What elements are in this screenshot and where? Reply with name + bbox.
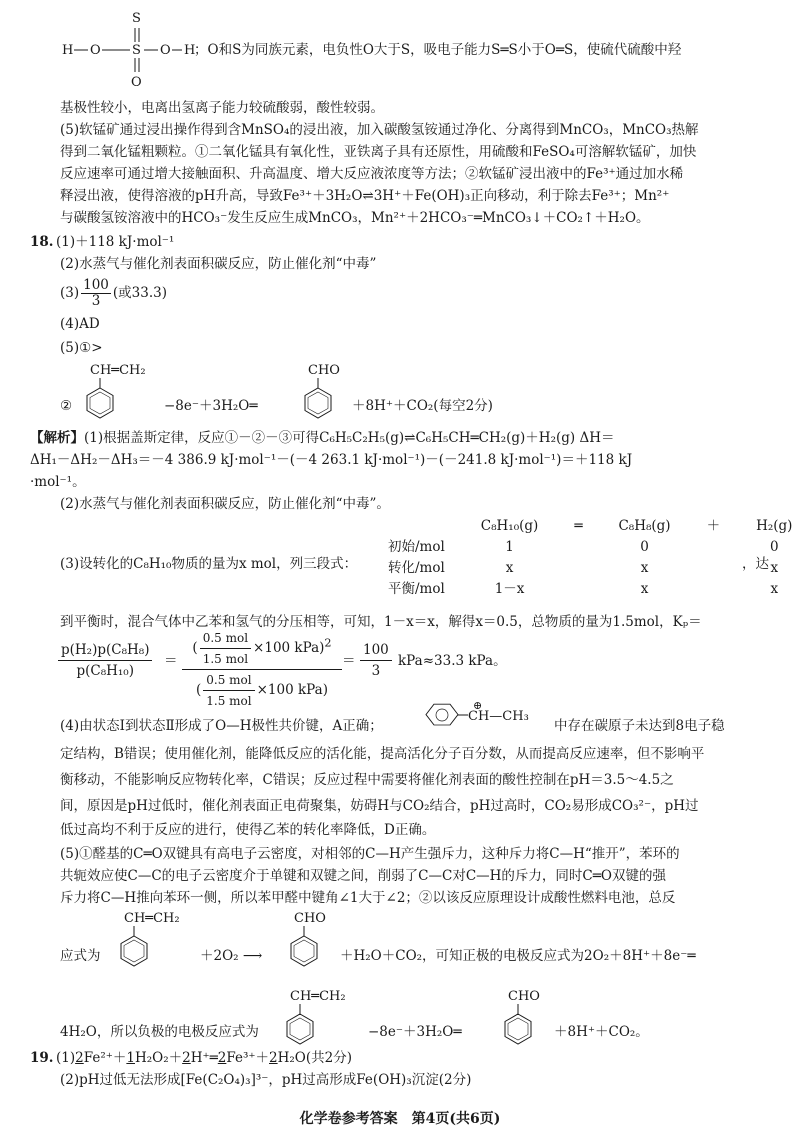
text-line: 反应速率可通过增大接触面积、升高温度、增大反应液浓度等方法；②软锰矿浸出液中的Fe³⁺通过加水稀: [60, 166, 684, 182]
analysis-line-tail: kPa≈33.3 kPa。: [398, 653, 507, 669]
analysis-line-tail: 中存在碳原子未达到8电子稳: [554, 718, 725, 734]
struct-bottom-o: O: [131, 75, 142, 90]
analysis-line: 到平衡时，混合气体中乙苯和氢气的分压相等，可知，1－x＝x，解得x＝0.5，总物质的量为1.5mol，Kₚ＝: [60, 614, 702, 630]
kp-result-fraction: [360, 640, 392, 681]
analysis-line: 衡移动，不能影响反应物转化率，C错误；反应过程中需要将催化剂表面的酸性控制在pH＝3.5～4.5之: [60, 772, 674, 788]
equation-middle: −8e⁻＋3H₂O═: [164, 398, 258, 414]
analysis-line: (5)①醛基的C═O双键具有高电子云密度，对相邻的C—H产生强斥力，这种斥力将C—H“推开”，苯环的: [60, 846, 680, 862]
cho-label: CHO: [294, 911, 326, 926]
answer-line-fraction: [60, 278, 167, 309]
vinyl-label: CH═CH₂: [290, 989, 346, 1004]
kp-rhs-fraction: [182, 628, 342, 711]
answer-line: (2)pH过低无法形成[Fe(C₂O₄)₃]³⁻，pH过高形成Fe(OH)₃沉淀(2分): [60, 1072, 472, 1088]
vinyl-label: CH═CH₂: [124, 911, 180, 926]
ice-cell: 1－x: [494, 581, 525, 597]
ice-row-label: 平衡/mol: [388, 581, 445, 597]
ice-cell: x: [770, 560, 779, 576]
answer-prefix: (3): [60, 285, 80, 301]
text-line: ；O和S为同族元素，电负性O大于S，吸电子能力S═S小于O═S，使硫代硫酸中羟: [194, 42, 682, 58]
ice-row-label: 初始/mol: [388, 539, 445, 555]
analysis-line-tail: ＋8H⁺＋CO₂。: [554, 1024, 649, 1040]
ice-cell: x: [505, 560, 514, 576]
struct-left-h: H: [62, 43, 74, 58]
fraction-numerator: 100: [83, 277, 109, 293]
square-exponent: 2: [324, 636, 332, 650]
vinyl-label: CH═CH₂: [90, 363, 146, 378]
answer-prefix: (1): [56, 1050, 76, 1066]
inner-num: 0.5 mol: [203, 670, 254, 691]
ice-cell: 0: [640, 539, 649, 555]
ice-head-product1: C₈H₈(g): [618, 518, 671, 534]
answer-line: (1)＋118 kJ·mol⁻¹: [56, 234, 175, 250]
analysis-text: (1)根据盖斯定律，反应①－②－③可得C₆H₅C₂H₅(g)⇌C₆H₅CH═CH₂(g)＋H₂(g) ΔH＝: [84, 430, 615, 446]
struct-right-o: O: [160, 43, 171, 58]
species: Fe²⁺＋: [83, 1050, 127, 1066]
ice-head-plus: ＋: [706, 518, 721, 534]
answer-line: (5)①>: [60, 340, 103, 356]
benzaldehyde-structure: [494, 986, 554, 1048]
ice-head-arrow: ═: [574, 518, 583, 534]
answer-line: (4)AD: [60, 316, 100, 332]
analysis-line: 应式为: [60, 948, 101, 964]
ice-row: [386, 537, 800, 558]
kp-result-numerator: 100: [360, 640, 392, 661]
species: H⁺═: [190, 1050, 218, 1066]
analysis-line: 4H₂O，所以负极的电极反应式为: [60, 1024, 259, 1040]
thiosulfuric-acid-structure: [52, 8, 196, 90]
cho-label: CHO: [308, 363, 340, 378]
styrene-structure: [76, 360, 156, 422]
styrene-structure: [276, 986, 356, 1048]
analysis-line: 间，原因是pH过低时，催化剂表面正电荷聚集，妨碍H与CO₂结合，pH过高时，CO₂易形成CO₃²⁻，pH过: [60, 798, 699, 814]
inner-times: ×100 kPa: [253, 640, 320, 656]
fraction: [81, 278, 111, 309]
kp-rhs-denominator: ( $\frac{\text{0.5 mol}}{\text{1.5 mol}}$ ×100 kPa): [182, 670, 342, 711]
ice-cell: 0: [769, 539, 779, 555]
analysis-tag: 【解析】: [30, 430, 84, 446]
analysis-line: 低过高均不利于反应的进行，使得乙苯的转化率降低，D正确。: [60, 822, 436, 838]
analysis-line: (2)水蒸气与催化剂表面积碳反应，防止催化剂“中毒”。: [60, 496, 390, 512]
text-line: 释浸出液，使得溶液的pH升高，导致Fe³⁺＋3H₂O⇌3H⁺＋Fe(OH)₃正向移动，利于除去Fe³⁺；Mn²⁺: [60, 188, 670, 204]
equation-middle: −8e⁻＋3H₂O═: [368, 1024, 462, 1040]
cho-label: CHO: [508, 989, 540, 1004]
ice-head-reactant: C₈H₁₀(g): [480, 518, 539, 534]
analysis-line: 定结构，B错误；使用催化剂，能降低反应的活化能，提高活化分子百分数，从而提高反应速率，但不影响平: [60, 746, 705, 762]
benzaldehyde-structure: [280, 908, 340, 970]
coefficient: 2: [269, 1050, 278, 1066]
equation-suffix: ＋8H⁺＋CO₂(每空2分): [352, 398, 493, 414]
answer-line: [56, 1048, 352, 1068]
struct-right-h: H: [184, 43, 196, 58]
analysis-line: (3)设转化的C₈H₁₀物质的量为x mol，列三段式：: [60, 556, 358, 572]
analysis-line: 斥力将C—H推向苯环一侧，所以苯甲醛中键角∠1大于∠2；②以该反应原理设计成酸性燃料电池，总反: [60, 890, 676, 906]
carbocation-structure: [424, 700, 544, 734]
ice-table: [386, 516, 800, 600]
analysis-line: 共轭效应使C—C的电子云密度介于单键和双键之间，削弱了C—C对C—H的斥力，同时C═O双键的强: [60, 868, 666, 884]
species: Fe³⁺＋: [226, 1050, 270, 1066]
analysis-line: ΔH₁－ΔH₂－ΔH₃＝－4 386.9 kJ·mol⁻¹－(－4 263.1 kJ·mol⁻¹)－(－241.8 kJ·mol⁻¹)＝＋118 kJ: [30, 452, 633, 468]
question-number: 18.: [30, 234, 54, 250]
ice-row: [386, 579, 800, 600]
ice-cell: x: [640, 560, 649, 576]
answer-circled-2: ②: [60, 398, 73, 414]
ice-cell: x: [640, 581, 649, 597]
question-number: 19.: [30, 1050, 54, 1066]
ice-cell: 1: [505, 539, 514, 555]
inner-den: 1.5 mol: [206, 694, 252, 708]
inner-num: 0.5 mol: [200, 628, 251, 649]
analysis-line: ·mol⁻¹。: [30, 474, 86, 490]
analysis-line-tail: ＋H₂O＋CO₂，可知正极的电极反应式为2O₂＋8H⁺＋8e⁻═: [340, 948, 696, 964]
text-line: 与碳酸氢铵溶液中的HCO₃⁻发生反应生成MnCO₃，Mn²⁺＋2HCO₃⁻═MnCO₃↓＋CO₂↑＋H₂O。: [60, 210, 650, 226]
equation-middle: ＋2O₂ ⟶: [200, 948, 263, 964]
ice-header-row: [386, 516, 800, 537]
cation-label: CH—CH₃: [468, 709, 529, 724]
benzaldehyde-structure: [294, 360, 354, 422]
text-line: 得到二氧化锰粗颗粒。①二氧化锰具有氧化性，亚铁离子具有还原性，用硫酸和FeSO₄可溶解软锰矿，加快: [60, 144, 697, 160]
answer-suffix: (或33.3): [112, 285, 167, 301]
kp-lhs-numerator: p(H₂)p(C₈H₈): [58, 640, 152, 661]
equals-sign: ＝: [164, 653, 178, 669]
species: H₂O(共2分): [277, 1050, 352, 1066]
fraction-denominator: 3: [91, 293, 101, 309]
coefficient: 1: [126, 1050, 135, 1066]
kp-lhs-fraction: [58, 640, 152, 681]
equals-sign: ＝: [342, 653, 356, 669]
species: H₂O₂＋: [134, 1050, 183, 1066]
coefficient: 2: [182, 1050, 191, 1066]
kp-rhs-numerator: ( $\frac{\text{0.5 mol}}{\text{1.5 mol}}$ ×100 kPa)$^2$: [182, 628, 342, 670]
answer-line: (2)水蒸气与催化剂表面积碳反应，防止催化剂“中毒”: [60, 256, 377, 272]
coefficient: 2: [75, 1050, 84, 1066]
inner-den: 1.5 mol: [202, 652, 249, 666]
analysis-line: [30, 428, 614, 448]
ice-row: [386, 558, 800, 579]
coefficient: 2: [217, 1050, 227, 1066]
inner-times: ×100 kPa: [256, 682, 323, 698]
struct-top-s: S: [132, 11, 141, 26]
struct-center-s: S: [132, 43, 141, 58]
ice-head-product2: H₂(g): [756, 518, 793, 534]
ice-row-label: 转化/mol: [388, 560, 445, 576]
styrene-structure: [110, 908, 190, 970]
analysis-line: (4)由状态Ⅰ到状态Ⅱ形成了O—H极性共价键，A正确；: [60, 718, 383, 734]
text-line: (5)软锰矿通过浸出操作得到含MnSO₄的浸出液，加入碳酸氢铵通过净化、分离得到MnCO₃，MnCO₃热解: [60, 122, 699, 138]
kp-result-denominator: 3: [371, 663, 381, 679]
page-footer: 化学卷参考答案 第4页(共6页): [299, 1111, 501, 1127]
analysis-line-tail: ，达: [742, 556, 769, 572]
text-line: 基极性较小，电离出氢离子能力较硫酸弱，酸性较弱。: [60, 100, 384, 116]
kp-lhs-denominator: p(C₈H₁₀): [76, 663, 134, 679]
struct-left-o: O: [90, 43, 101, 58]
ice-cell: x: [770, 581, 779, 597]
cation-charge: ⊕: [473, 699, 483, 712]
